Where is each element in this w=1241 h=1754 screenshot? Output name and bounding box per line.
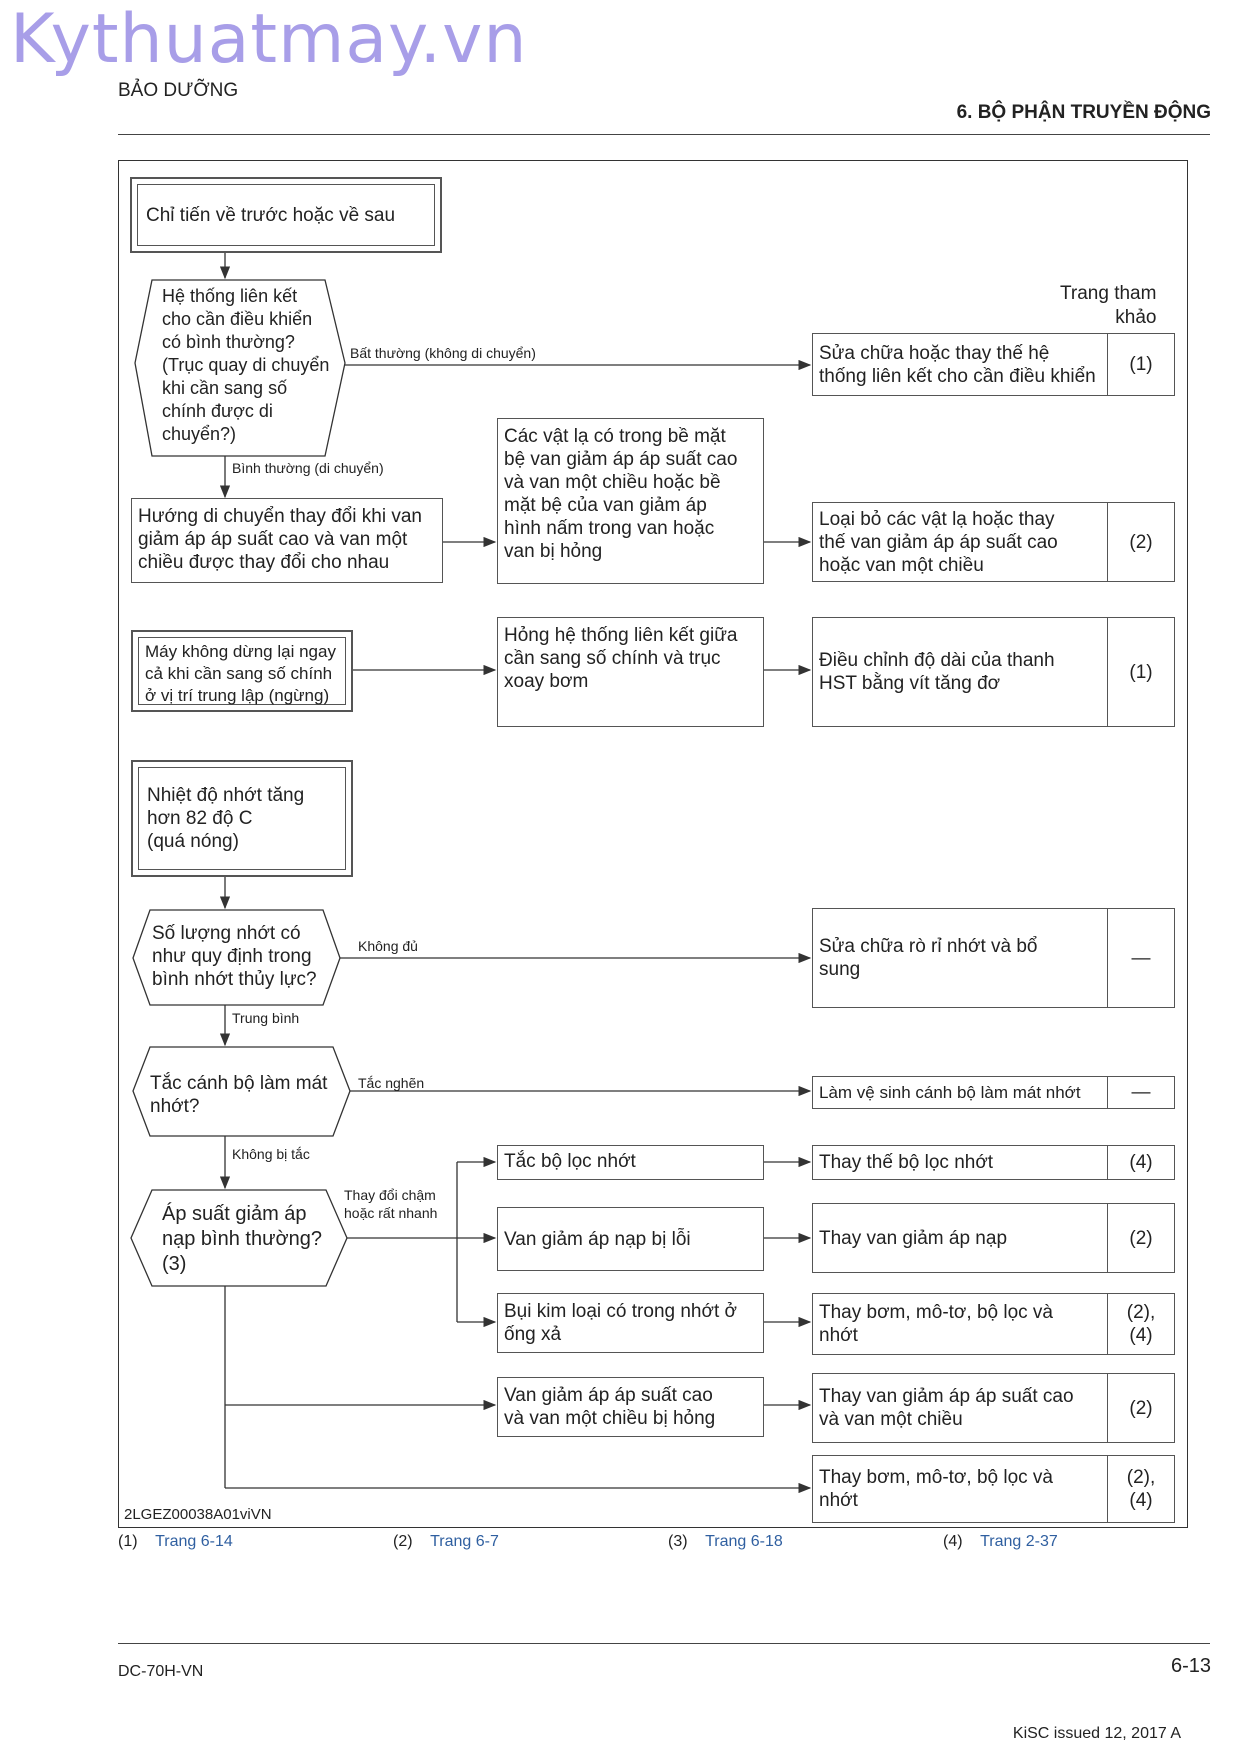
start-not-stopping — [131, 630, 353, 712]
replace-pump-2-text: Thay bơm, mô-tơ, bộ lọc và nhớt — [819, 1467, 1053, 1511]
label-normal-moving: Bình thường (di chuyển) — [232, 460, 384, 476]
reference-4-link[interactable]: Trang 2-37 — [980, 1533, 1058, 1550]
reference-2-num: (2) — [393, 1533, 413, 1550]
question-oil-level: Số lượng nhớt có như quy định trong bình nhớt thủy lực? — [152, 923, 317, 990]
remove-foreign-ref: (2) — [1107, 503, 1174, 581]
charge-valve-fault-box: Van giảm áp nạp bị lỗi — [497, 1207, 764, 1271]
fix-leak-text: Sửa chữa rò rỉ nhớt và bổ sung — [819, 936, 1038, 980]
footer-model: DC-70H-VN — [118, 1663, 204, 1680]
result-replace-filter — [812, 1145, 1175, 1180]
question-linkage: Hệ thống liên kết cho cần điều khiển có bình thường? (Trục quay di chuyển khi cần sang số chính được di chuyển?) — [162, 286, 330, 444]
label-abnormal: Bất thường (không di chuyển) — [350, 345, 536, 361]
fix-linkage-text: Sửa chữa hoặc thay thế hệ thống liên kết cho cần điều khiển — [819, 342, 1096, 387]
footer-page-number: 6-13 — [1170, 1655, 1211, 1677]
watermark: Kythuatmay.vn — [10, 0, 528, 79]
adjust-rod-text: Điều chỉnh độ dài của thanh HST bằng vít tăng đơ — [819, 650, 1055, 694]
replace-hp-valve-ref: (2) — [1107, 1374, 1174, 1442]
reference-3-num: (3) — [668, 1533, 688, 1550]
filter-clog-box: Tắc bộ lọc nhớt — [497, 1145, 764, 1180]
replace-hp-valve-text: Thay van giảm áp áp suất cao và van một chiều — [819, 1386, 1074, 1430]
label-pressure-change: Thay đổi chậm hoặc rất nhanh — [344, 1187, 438, 1221]
reference-2 — [393, 1533, 499, 1551]
reference-3 — [668, 1533, 783, 1551]
replace-pump-1-text: Thay bơm, mô-tơ, bộ lọc và nhớt — [819, 1302, 1053, 1346]
clean-cooler-ref: — — [1107, 1077, 1174, 1108]
start2-label: Máy không dừng lại ngay cả khi cần sang số chính ở vị trí trung lập (ngừng) — [138, 637, 346, 705]
replace-charge-valve-ref: (2) — [1107, 1204, 1174, 1272]
question-cooler: Tắc cánh bộ làm mát nhớt? — [150, 1073, 328, 1117]
linkage-damage-box: Hỏng hệ thống liên kết giữa cần sang số chính và trục xoay bơm — [497, 617, 764, 727]
clean-cooler-text: Làm vệ sinh cánh bộ làm mát nhớt — [819, 1083, 1081, 1102]
label-insufficient: Không đủ — [358, 938, 418, 954]
reference-4 — [943, 1533, 1058, 1551]
reference-column-title: Trang tham khảo — [1060, 283, 1157, 328]
metal-dust-box: Bụi kim loại có trong nhớt ở ống xả — [497, 1293, 764, 1353]
result-replace-pump-1 — [812, 1293, 1175, 1355]
hp-valve-damaged-box: Van giảm áp áp suất cao và van một chiều bị hỏng — [497, 1377, 764, 1437]
figure-code: 2LGEZ00038A01viVN — [124, 1506, 272, 1523]
reference-1 — [118, 1533, 233, 1551]
replace-filter-ref: (4) — [1107, 1146, 1174, 1179]
replace-filter-text: Thay thế bộ lọc nhớt — [819, 1152, 994, 1173]
question-charge-pressure: Áp suất giảm áp nạp bình thường? (3) — [162, 1203, 322, 1275]
result-replace-pump-2 — [812, 1455, 1175, 1523]
result-replace-charge-valve — [812, 1203, 1175, 1273]
fix-leak-ref: — — [1107, 909, 1174, 1007]
result-replace-hp-valve — [812, 1373, 1175, 1443]
footer-rule — [118, 1643, 1210, 1644]
footer-issued: KiSC issued 12, 2017 A — [1012, 1725, 1181, 1742]
remove-foreign-text: Loại bỏ các vật lạ hoặc thay thế van giảm áp áp suất cao hoặc van một chiều — [819, 508, 1058, 576]
start-forward-backward-only — [130, 177, 442, 253]
adjust-rod-ref: (1) — [1107, 618, 1174, 726]
fix-linkage-ref: (1) — [1107, 334, 1174, 395]
chapter-title: 6. BỘ PHẬN TRUYỀN ĐỘNG — [956, 102, 1211, 123]
reference-4-num: (4) — [943, 1533, 963, 1550]
foreign-matter-box: Các vật lạ có trong bề mặt bệ van giảm áp áp suất cao và van một chiều hoặc bề mặt bệ của van giảm áp hình nấm trong van hoặc van bị hỏng — [497, 418, 764, 584]
reference-2-link[interactable]: Trang 6-7 — [430, 1533, 499, 1550]
result-adjust-rod — [812, 617, 1175, 727]
result-clean-cooler — [812, 1076, 1175, 1109]
section-title: BẢO DƯỠNG — [118, 80, 239, 101]
direction-change-box: Hướng di chuyển thay đổi khi van giảm áp áp suất cao và van một chiều được thay đổi cho nhau — [131, 498, 443, 583]
result-fix-linkage — [812, 333, 1175, 396]
start1-label: Chỉ tiến về trước hoặc về sau — [137, 184, 435, 246]
replace-pump-2-ref: (2), (4) — [1107, 1456, 1174, 1522]
result-fix-leak — [812, 908, 1175, 1008]
label-not-clogged: Không bị tắc — [232, 1146, 310, 1162]
reference-3-link[interactable]: Trang 6-18 — [705, 1533, 783, 1550]
result-remove-foreign — [812, 502, 1175, 582]
reference-1-link[interactable]: Trang 6-14 — [155, 1533, 233, 1550]
reference-1-num: (1) — [118, 1533, 138, 1550]
start3-label: Nhiệt độ nhớt tăng hơn 82 độ C (quá nóng) — [138, 767, 346, 870]
replace-charge-valve-text: Thay van giảm áp nạp — [819, 1227, 1008, 1249]
label-medium: Trung bình — [232, 1010, 300, 1026]
replace-pump-1-ref: (2), (4) — [1107, 1294, 1174, 1354]
start-overheat — [131, 760, 353, 877]
label-clogged: Tắc nghẽn — [358, 1075, 425, 1091]
